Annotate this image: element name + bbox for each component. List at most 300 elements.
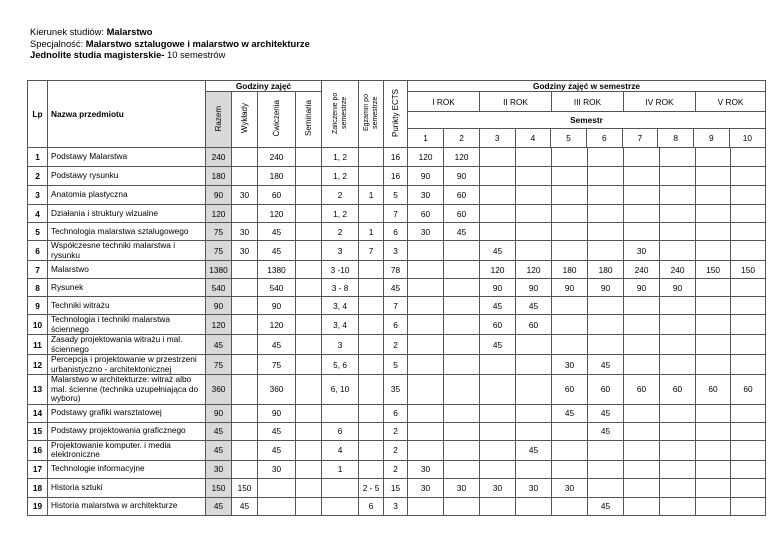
semester-hours-cell [696, 422, 731, 440]
ects-points: 5 [384, 355, 408, 375]
lecture-hours [232, 297, 258, 315]
exercise-hours: 30 [258, 460, 296, 478]
semester-hours-cell [696, 335, 731, 355]
semester-hours-cell: 120 [408, 148, 444, 167]
total-hours: 45 [206, 440, 232, 460]
credit-semester: 5, 6 [322, 355, 359, 375]
semester-number: 6 [586, 128, 622, 147]
credit-semester: 2 [322, 223, 359, 241]
semester-hours-cell [408, 261, 444, 279]
semester-hours-cell: 45 [588, 404, 624, 422]
semester-hours-cell [731, 205, 766, 223]
table-row [28, 404, 766, 422]
semester-hours-cell [731, 355, 766, 375]
credit-semester: 6, 10 [322, 375, 359, 405]
semester-hours-cell [660, 223, 696, 241]
semester-hours-cell: 240 [660, 261, 696, 279]
semestr-label: Semestr [408, 112, 765, 128]
semester-hours-cell [696, 205, 731, 223]
total-hours: 90 [206, 404, 232, 422]
credit-semester: 3 [322, 335, 359, 355]
ects-points: 2 [384, 335, 408, 355]
semester-hours-cell: 60 [408, 205, 444, 223]
semester-hours-cell: 180 [552, 261, 588, 279]
semester-hours-cell [731, 335, 766, 355]
exam-semester: 7 [359, 241, 384, 261]
semester-hours-cell [588, 167, 624, 186]
row-number: 15 [28, 422, 48, 440]
course-name: Malarstwo [48, 261, 206, 279]
semester-hours-cell [696, 186, 731, 205]
exercise-hours: 120 [258, 205, 296, 223]
semester-hours-cell [516, 422, 552, 440]
exercise-hours: 90 [258, 297, 296, 315]
semester-hours-cell [624, 460, 660, 478]
course-name: Anatomia plastyczna [48, 186, 206, 205]
col-lp-header: Lp [28, 81, 48, 148]
total-hours: 45 [206, 335, 232, 355]
semester-hours-cell [444, 404, 480, 422]
exercise-hours: 75 [258, 355, 296, 375]
table-row [28, 279, 766, 297]
specialization-value: Malarstwo sztalugowe i malarstwo w architekturze [85, 37, 310, 49]
total-hours: 75 [206, 241, 232, 261]
semester-hours-cell [731, 279, 766, 297]
semester-number: 9 [694, 128, 730, 147]
course-name: Historia malarstwa w architekturze [48, 497, 206, 515]
semester-hours-cell [480, 186, 516, 205]
semester-hours-cell [444, 497, 480, 515]
table-header [28, 81, 766, 148]
seminar-hours [296, 167, 322, 186]
table-row [28, 148, 766, 167]
ects-points: 3 [384, 497, 408, 515]
semester-hours-cell [624, 297, 660, 315]
course-name: Percepcja i projektowanie w przestrzeni urbanistyczno - architektonicznej [48, 355, 206, 375]
exam-semester: 1 [359, 223, 384, 241]
semester-hours-cell [444, 315, 480, 335]
semester-hours-cell [624, 148, 660, 167]
semester-hours-cell [588, 241, 624, 261]
semester-hours-cell [444, 422, 480, 440]
semester-hours-cell [480, 460, 516, 478]
semester-hours-cell [552, 223, 588, 241]
semester-hours-cell: 30 [408, 223, 444, 241]
semester-hours-cell [624, 478, 660, 497]
col-ects-header: Punkty ECTS [384, 81, 408, 148]
semester-hours-cell: 45 [552, 404, 588, 422]
semester-hours-cell: 90 [516, 279, 552, 297]
seminar-hours [296, 478, 322, 497]
semester-number: 5 [551, 128, 587, 147]
ects-points: 2 [384, 440, 408, 460]
seminar-hours [296, 375, 322, 405]
semester-hours-cell [408, 315, 444, 335]
semester-hours-cell [660, 186, 696, 205]
semester-number: 8 [658, 128, 694, 147]
seminar-hours [296, 261, 322, 279]
table-row [28, 478, 766, 497]
semester-hours-cell: 30 [552, 478, 588, 497]
semester-hours-cell: 90 [552, 279, 588, 297]
semester-hours-cell: 30 [444, 478, 480, 497]
semester-hours-cell: 90 [660, 279, 696, 297]
semester-hours-cell: 30 [408, 186, 444, 205]
field-of-study-line: Kierunek studiów: Malarstwo [30, 26, 153, 37]
semester-hours-cell [731, 422, 766, 440]
exercise-hours: 45 [258, 241, 296, 261]
col-wyklady-header: Wykłady [232, 92, 258, 148]
semester-hours-group-header: Godziny zajęć w semestrze [408, 81, 766, 92]
semester-hours-cell [624, 497, 660, 515]
exercise-hours: 45 [258, 440, 296, 460]
field-of-study-value: Malarstwo [106, 26, 153, 37]
semester-hours-cell: 90 [408, 167, 444, 186]
seminar-hours [296, 422, 322, 440]
semester-hours-cell [408, 297, 444, 315]
ects-points: 6 [384, 315, 408, 335]
exam-semester [359, 261, 384, 279]
semester-hours-cell [731, 315, 766, 335]
semester-hours-cell [480, 497, 516, 515]
exercise-hours: 45 [258, 335, 296, 355]
total-hours: 30 [206, 460, 232, 478]
semester-hours-cell [696, 297, 731, 315]
semester-hours-cell: 60 [516, 315, 552, 335]
col-cwiczenia-header: Ćwiczenia [258, 92, 296, 148]
seminar-hours [296, 315, 322, 335]
row-number: 2 [28, 167, 48, 186]
semester-hours-cell [444, 241, 480, 261]
total-hours: 180 [206, 167, 232, 186]
semester-hours-cell [408, 335, 444, 355]
semester-hours-cell: 120 [444, 148, 480, 167]
semester-hours-cell [516, 205, 552, 223]
semester-hours-cell: 60 [480, 315, 516, 335]
semester-hours-cell: 45 [480, 241, 516, 261]
total-hours: 45 [206, 422, 232, 440]
exam-semester [359, 167, 384, 186]
study-type-line: Jednolite studia magisterskie- 10 semestrów [30, 49, 226, 60]
semester-hours-cell [516, 241, 552, 261]
semester-number: 10 [742, 132, 752, 143]
seminar-hours [296, 460, 322, 478]
total-hours: 150 [206, 478, 232, 497]
semester-hours-cell [660, 440, 696, 460]
lecture-hours: 45 [232, 497, 258, 515]
semester-hours-cell [516, 497, 552, 515]
semester-hours-cell [444, 279, 480, 297]
col-seminaria-header: Seminaria [296, 92, 322, 148]
exam-semester [359, 404, 384, 422]
semester-hours-cell: 60 [444, 205, 480, 223]
table-row [28, 335, 766, 355]
exercise-hours: 45 [258, 223, 296, 241]
table-row [28, 223, 766, 241]
semester-hours-cell: 45 [588, 355, 624, 375]
semester-hours-cell [588, 297, 624, 315]
course-name: Podstawy projektowania graficznego [48, 422, 206, 440]
semester-hours-cell [480, 422, 516, 440]
semester-hours-cell [660, 297, 696, 315]
specialization-line: Specjalność: Malarstwo sztalugowe i malarstwo w architekturze [30, 37, 310, 49]
seminar-hours [296, 404, 322, 422]
semester-hours-cell [588, 205, 624, 223]
semester-hours-cell [731, 223, 766, 241]
semester-hours-cell [731, 186, 766, 205]
credit-semester [322, 404, 359, 422]
total-hours: 90 [206, 186, 232, 205]
course-name: Projektowanie komputer. i media elektroniczne [48, 440, 206, 460]
course-name: Technologie informacyjne [48, 460, 206, 478]
semester-hours-cell [408, 440, 444, 460]
semester-hours-cell [696, 279, 731, 297]
semester-hours-cell [516, 404, 552, 422]
total-hours: 45 [206, 497, 232, 515]
semester-hours-cell [444, 440, 480, 460]
semester-hours-cell [480, 167, 516, 186]
lecture-hours [232, 404, 258, 422]
ects-points: 2 [384, 422, 408, 440]
semester-hours-cell [552, 167, 588, 186]
col-zaliczenie-header: Zaliczenie po semestrze [322, 81, 359, 148]
seminar-hours [296, 355, 322, 375]
semester-hours-cell [480, 205, 516, 223]
semester-hours-cell [588, 148, 624, 167]
year-header: V ROK [696, 92, 766, 112]
semester-hours-cell [552, 297, 588, 315]
semester-hours-cell [444, 460, 480, 478]
semester-hours-cell [660, 148, 696, 167]
seminar-hours [296, 497, 322, 515]
credit-semester: 3 -10 [322, 261, 359, 279]
exam-semester [359, 422, 384, 440]
semester-number: 4 [515, 128, 551, 147]
ects-points: 7 [384, 205, 408, 223]
semester-hours-cell: 180 [588, 261, 624, 279]
row-number: 18 [28, 478, 48, 497]
row-number: 17 [28, 460, 48, 478]
exercise-hours [258, 497, 296, 515]
semester-hours-cell [516, 335, 552, 355]
credit-semester: 3, 4 [322, 297, 359, 315]
semester-hours-cell: 90 [624, 279, 660, 297]
exam-semester [359, 460, 384, 478]
total-hours: 360 [206, 375, 232, 405]
lecture-hours [232, 375, 258, 405]
seminar-hours [296, 297, 322, 315]
ects-points: 78 [384, 261, 408, 279]
semester-hours-cell: 30 [480, 478, 516, 497]
exercise-hours: 240 [258, 148, 296, 167]
credit-semester: 1 [322, 460, 359, 478]
semester-hours-cell [660, 460, 696, 478]
lecture-hours [232, 355, 258, 375]
semester-subheader [408, 112, 766, 148]
table-row [28, 261, 766, 279]
row-number: 13 [28, 375, 48, 405]
course-name: Zasady projektowania witrażu i mal. ściennego [48, 335, 206, 355]
semester-hours-cell: 30 [408, 460, 444, 478]
row-number: 7 [28, 261, 48, 279]
semester-hours-cell: 90 [480, 279, 516, 297]
semester-hours-cell [408, 497, 444, 515]
course-name: Współczesne techniki malarstwa i rysunku [48, 241, 206, 261]
col-egzamin-header: Egzamin po semestrze [359, 81, 384, 148]
semester-hours-cell [660, 422, 696, 440]
row-number: 19 [28, 497, 48, 515]
col-name-header: Nazwa przedmiotu [48, 81, 206, 148]
semester-hours-cell [696, 241, 731, 261]
exercise-hours [258, 478, 296, 497]
total-hours: 540 [206, 279, 232, 297]
total-hours: 75 [206, 355, 232, 375]
semester-hours-cell [552, 148, 588, 167]
col-razem-header: Razem [206, 92, 232, 148]
exam-semester [359, 335, 384, 355]
ects-points: 45 [384, 279, 408, 297]
hours-group-header: Godziny zajęć [206, 81, 322, 92]
seminar-hours [296, 335, 322, 355]
semester-hours-cell: 90 [444, 167, 480, 186]
seminar-hours [296, 223, 322, 241]
semester-hours-cell: 150 [731, 261, 766, 279]
row-number: 12 [28, 355, 48, 375]
semester-hours-cell [731, 148, 766, 167]
semester-hours-cell [444, 261, 480, 279]
ects-points: 5 [384, 186, 408, 205]
semester-hours-cell [696, 478, 731, 497]
semester-hours-cell [444, 297, 480, 315]
credit-semester: 3, 4 [322, 315, 359, 335]
year-header: I ROK [408, 92, 480, 112]
semester-hours-cell [516, 355, 552, 375]
credit-semester: 1, 2 [322, 148, 359, 167]
semester-hours-cell [696, 440, 731, 460]
semester-hours-cell [408, 279, 444, 297]
semester-hours-cell [696, 315, 731, 335]
credit-semester: 6 [322, 422, 359, 440]
row-number: 14 [28, 404, 48, 422]
row-number: 5 [28, 223, 48, 241]
semester-hours-cell [408, 422, 444, 440]
course-name: Technologia malarstwa sztalugowego [48, 223, 206, 241]
year-header: II ROK [480, 92, 552, 112]
table-row [28, 355, 766, 375]
ects-points: 6 [384, 404, 408, 422]
semester-hours-cell [696, 167, 731, 186]
row-number: 16 [28, 440, 48, 460]
course-name: Technologia i techniki malarstwa ściennego [48, 315, 206, 335]
exercise-hours: 45 [258, 422, 296, 440]
ects-points: 16 [384, 148, 408, 167]
year-header: IV ROK [624, 92, 696, 112]
course-name: Techniki witrażu [48, 297, 206, 315]
semester-hours-cell: 45 [516, 440, 552, 460]
table-row [28, 497, 766, 515]
semester-number: 3 [479, 128, 515, 147]
semester-number: 7 [622, 128, 658, 147]
seminar-hours [296, 279, 322, 297]
semester-hours-cell [516, 460, 552, 478]
semester-hours-cell: 90 [588, 279, 624, 297]
lecture-hours [232, 279, 258, 297]
table-row [28, 375, 766, 405]
row-number: 1 [28, 148, 48, 167]
semester-hours-cell [408, 375, 444, 405]
lecture-hours [232, 440, 258, 460]
semester-hours-cell [624, 422, 660, 440]
total-hours: 120 [206, 205, 232, 223]
total-hours: 240 [206, 148, 232, 167]
exercise-hours: 60 [258, 186, 296, 205]
semester-hours-cell [552, 315, 588, 335]
lecture-hours: 30 [232, 241, 258, 261]
semester-hours-cell [588, 440, 624, 460]
semester-hours-cell: 150 [696, 261, 731, 279]
semester-hours-cell [444, 355, 480, 375]
year-header: III ROK [552, 92, 624, 112]
table-row [28, 297, 766, 315]
semester-hours-cell: 30 [516, 478, 552, 497]
semester-hours-cell [588, 315, 624, 335]
semester-hours-cell [624, 440, 660, 460]
table-row [28, 422, 766, 440]
semester-hours-cell [731, 167, 766, 186]
semester-hours-cell [588, 186, 624, 205]
row-number: 3 [28, 186, 48, 205]
semester-hours-cell [731, 297, 766, 315]
exercise-hours: 180 [258, 167, 296, 186]
semester-hours-cell [696, 355, 731, 375]
semester-hours-cell [624, 355, 660, 375]
semester-hours-cell [624, 335, 660, 355]
semester-hours-cell [624, 315, 660, 335]
seminar-hours [296, 440, 322, 460]
course-name: Historia sztuki [48, 478, 206, 497]
semester-hours-cell [408, 355, 444, 375]
semester-number: 2 [444, 128, 480, 147]
ects-points: 6 [384, 223, 408, 241]
semester-hours-cell [588, 335, 624, 355]
exercise-hours: 360 [258, 375, 296, 405]
semester-hours-cell: 45 [516, 297, 552, 315]
table-row [28, 440, 766, 460]
table-row [28, 205, 766, 223]
exam-semester [359, 205, 384, 223]
semester-hours-cell [444, 335, 480, 355]
semester-hours-cell: 60 [624, 375, 660, 405]
table-row [28, 460, 766, 478]
semester-hours-cell [552, 440, 588, 460]
document-header [30, 26, 310, 61]
semester-hours-cell [696, 223, 731, 241]
semester-hours-cell: 45 [480, 297, 516, 315]
course-name: Malarstwo w architekturze: witraż albo mal. ścienne (technika uzupełniająca do wyboru) [48, 375, 206, 405]
seminar-hours [296, 148, 322, 167]
total-hours: 90 [206, 297, 232, 315]
semester-hours-cell [516, 223, 552, 241]
semester-hours-cell [516, 148, 552, 167]
lecture-hours [232, 315, 258, 335]
semester-hours-cell [552, 497, 588, 515]
course-name: Rysunek [48, 279, 206, 297]
semester-hours-cell: 60 [552, 375, 588, 405]
semester-hours-cell [696, 460, 731, 478]
credit-semester: 3 [322, 241, 359, 261]
semester-hours-cell: 60 [588, 375, 624, 405]
row-number: 4 [28, 205, 48, 223]
